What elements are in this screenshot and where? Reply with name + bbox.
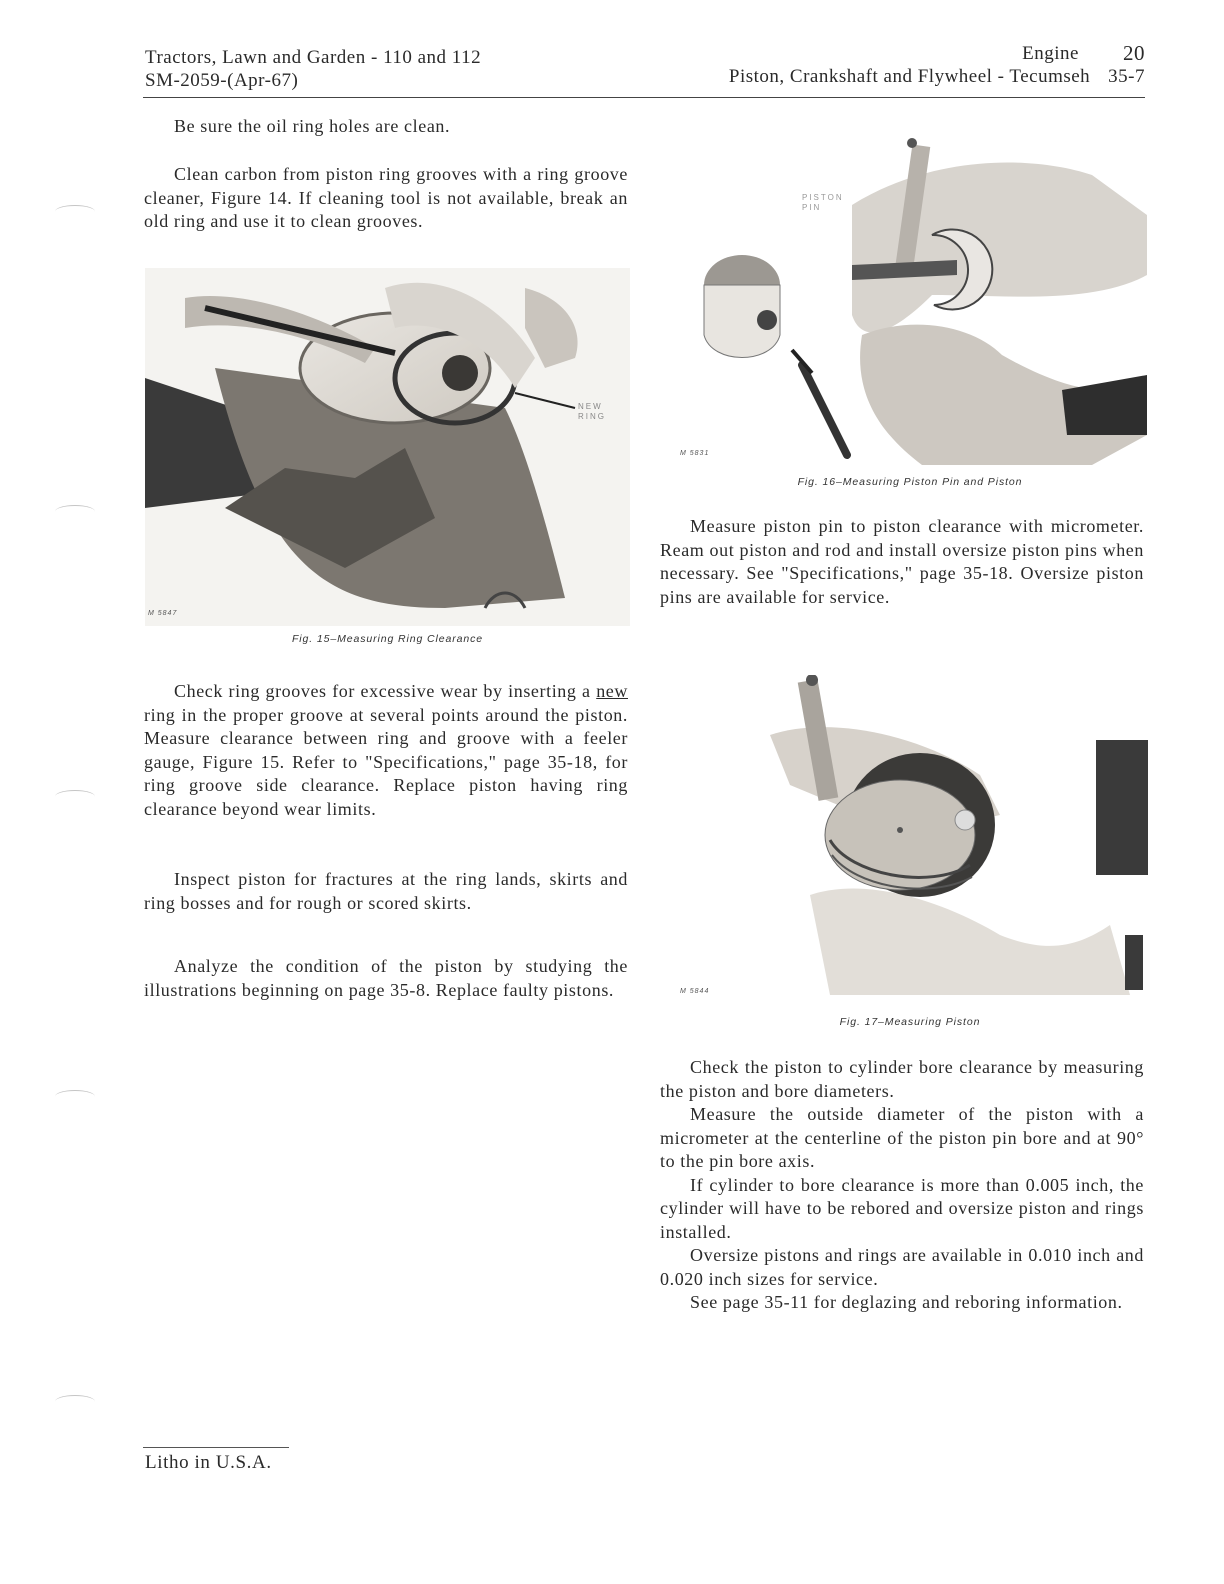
left-para-1: Be sure the oil ring holes are clean. [174,116,451,136]
right-para-3: Measure the outside diameter of the piston with a micrometer at the centerline of the piston pin bore and at 90° to the pin bore axis. [660,1104,1144,1171]
page-number: 20 [1123,41,1145,65]
margin-mark [55,790,95,803]
left-para-4: Inspect piston for fractures at the ring lands, skirts and ring bosses and for rough or scored skirts. [144,869,628,913]
header-left [145,46,605,92]
left-para-3: Check ring grooves for excessive wear by inserting a new ring in the proper groove at several points around the piston. Measure clearance between ring and groove with a feeler gauge, Figure 15. Refer to "Specifications," page 35-18, for ring groove side clearance. Replace piston having ring clearance beyond wear limits. [144,681,628,819]
ring-clearance-illustration [145,268,630,626]
new-underlined: new [596,681,628,701]
piston-pin-label: PISTON PIN [802,193,844,212]
footer-text: Litho in U.S.A. [145,1452,272,1473]
figure-15-photo [145,268,630,626]
header-right [600,42,1145,88]
figure-17-code: M 5844 [680,988,710,995]
right-para-5: Oversize pistons and rings are available in 0.010 inch and 0.020 inch sizes for service. [660,1245,1144,1289]
piston-pin-illustration [672,135,1147,465]
right-para-4: If cylinder to bore clearance is more than 0.005 inch, the cylinder will have to be rebored and oversize piston and rings installed. [660,1174,1144,1242]
figure-16-caption: Fig. 16–Measuring Piston Pin and Piston [797,476,1023,488]
figure-15-code: M 5847 [148,610,178,617]
left-para-2: Clean carbon from piston ring grooves with a ring groove cleaner, Figure 14. If cleaning tool is not available, break an old ring and use it to clean grooves. [144,164,628,231]
figure-16-code: M 5831 [680,450,710,457]
manual-number: SM-2059-(Apr-67) [145,70,299,91]
section-page: 35-7 [1108,66,1145,87]
right-para-1: Measure piston pin to piston clearance with micrometer. Ream out piston and rod and install oversize piston pins when necessary. See "Specifications," page 35-18. Oversize piston pins are available for service. [660,516,1144,607]
margin-mark [55,505,95,518]
section-subtitle: Piston, Crankshaft and Flywheel - Tecumseh [728,66,1091,87]
figure-16-photo [672,135,1147,465]
new-ring-label: NEW RING [578,402,606,421]
piston-measuring-illustration [770,675,1148,995]
margin-mark [55,205,95,218]
section-name: Engine [1022,43,1079,64]
figure-17-caption: Fig. 17–Measuring Piston [839,1016,981,1028]
right-para-2: Check the piston to cylinder bore clearance by measuring the piston and bore diameters. [660,1057,1144,1101]
right-text-block [660,1056,1144,1315]
figure-15-caption: Fig. 15–Measuring Ring Clearance [291,633,484,645]
header-rule [143,97,1145,98]
footer-rule [143,1447,289,1448]
margin-mark [55,1395,95,1408]
right-para-6: See page 35-11 for deglazing and reboring information. [690,1292,1123,1312]
figure-17-photo [770,675,1148,995]
left-para-5: Analyze the condition of the piston by studying the illustrations beginning on page 35-8. Replace faulty pistons. [144,956,628,1000]
manual-title: Tractors, Lawn and Garden - 110 and 112 [145,47,482,68]
margin-mark [55,1090,95,1103]
